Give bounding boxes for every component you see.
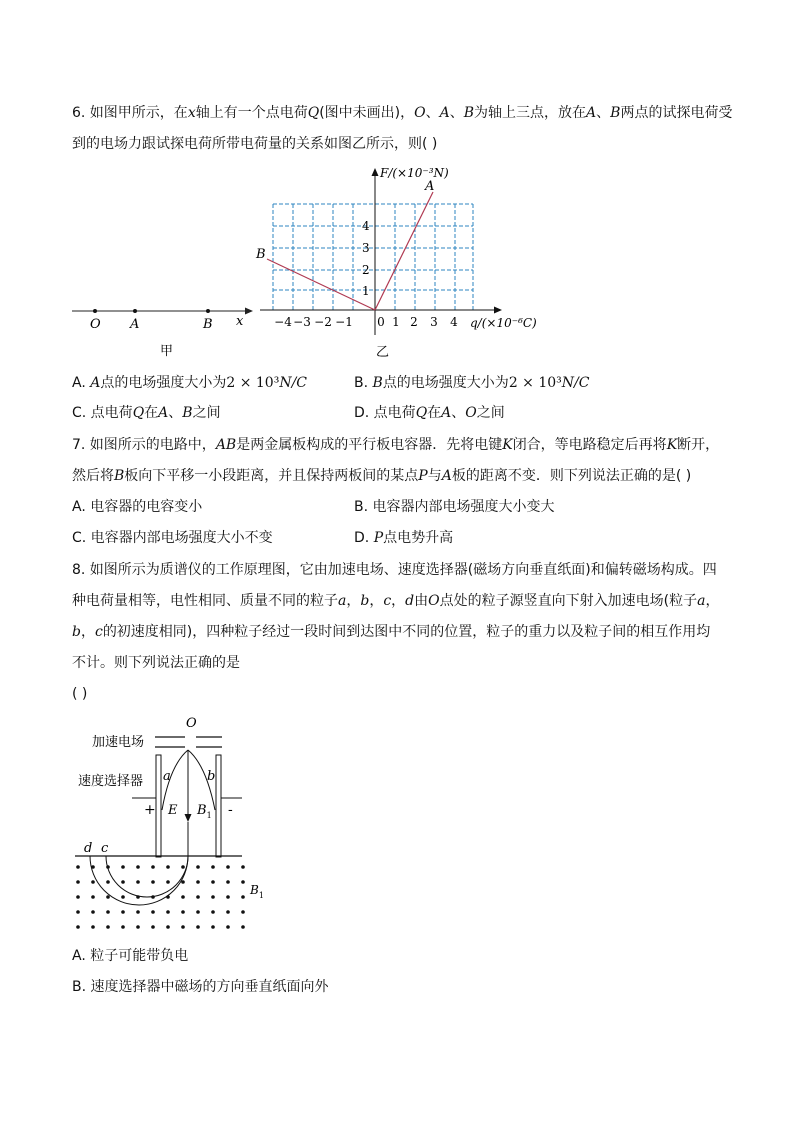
field-dot xyxy=(76,865,80,869)
field-dot xyxy=(196,925,200,929)
plate-right xyxy=(216,755,221,857)
field-dot xyxy=(196,865,200,869)
field-dot xyxy=(106,880,110,884)
label-x: x xyxy=(236,314,244,329)
field-dot xyxy=(136,910,140,914)
field-dot xyxy=(196,880,200,884)
label-e: E xyxy=(168,803,178,818)
field-dot xyxy=(76,910,80,914)
field-dot xyxy=(121,925,125,929)
field-dot xyxy=(241,880,245,884)
x-axis-label: q/(×10⁻⁶C) xyxy=(470,316,537,330)
q7-option-d[interactable]: D. P点电势升高 xyxy=(354,530,454,546)
field-dot xyxy=(181,925,185,929)
point-a xyxy=(133,309,137,313)
label-b: b xyxy=(207,769,216,784)
q8-stem-line1: 8. 如图所示为质谱仪的工作原理图，它由加速电场、速度选择器(磁场方向垂直纸面)和偏转磁场构成。四 xyxy=(72,562,717,578)
q7-stem-line1: 7. 如图所示的电路中，AB是两金属板构成的平行板电容器．先将电键K闭合，等电路稳定后再将K断开， xyxy=(72,437,720,453)
field-dot xyxy=(106,925,110,929)
y-axis-label: F/(×10⁻³N) xyxy=(380,166,449,180)
label-c: c xyxy=(101,841,109,856)
x-tick: −1 xyxy=(335,315,353,329)
y-tick: 4 xyxy=(362,219,370,233)
x-tick: −3 xyxy=(293,315,311,329)
x-tick: −4 xyxy=(274,315,292,329)
field-dot xyxy=(181,895,185,899)
field-dot xyxy=(226,910,230,914)
field-dot xyxy=(76,925,80,929)
field-dot xyxy=(166,865,170,869)
x-tick: 2 xyxy=(410,315,418,329)
field-dot xyxy=(136,865,140,869)
field-dot xyxy=(196,910,200,914)
x-tick: 4 xyxy=(450,315,458,329)
label-velocity-selector: 速度选择器 xyxy=(78,774,144,789)
field-dot xyxy=(151,865,155,869)
q7-stem-line2: 然后将B板向下平移一小段距离，并且保持两板间的某点P与A板的距离不变．则下列说法正确的是( ) xyxy=(72,468,692,484)
field-dot xyxy=(121,910,125,914)
field-dot xyxy=(241,865,245,869)
field-dot xyxy=(76,895,80,899)
label-accel-field: 加速电场 xyxy=(92,735,145,750)
field-dot xyxy=(91,910,95,914)
label-a: A xyxy=(130,317,140,332)
field-dot xyxy=(136,880,140,884)
q7-option-b[interactable]: B. 电容器内部电场强度大小变大 xyxy=(354,499,555,515)
caption-jia: 甲 xyxy=(160,344,174,359)
q8-stem-line3: b，c的初速度相同)，四种粒子经过一段时间到达图中不同的位置，粒子的重力以及粒子间的相互作用均 xyxy=(72,624,711,640)
field-dot xyxy=(226,865,230,869)
field-dot xyxy=(121,880,125,884)
q6-stem-line2: 到的电场力跟试探电荷所带电荷量的关系如图乙所示，则( ) xyxy=(72,136,438,152)
q8-option-b[interactable]: B. 速度选择器中磁场的方向垂直纸面向外 xyxy=(72,979,329,995)
line-a xyxy=(375,192,433,310)
field-dot xyxy=(181,865,185,869)
q6-figure-jia xyxy=(70,295,260,365)
x-tick: 3 xyxy=(430,315,438,329)
field-dot xyxy=(166,910,170,914)
minus-sign: - xyxy=(228,802,233,818)
field-dot xyxy=(211,910,215,914)
field-dot xyxy=(241,895,245,899)
y-tick: 1 xyxy=(362,284,370,298)
field-dot xyxy=(151,880,155,884)
field-dot xyxy=(241,925,245,929)
label-b1-field: $B_1$ xyxy=(250,883,264,900)
field-dot xyxy=(91,895,95,899)
y-tick: 3 xyxy=(362,241,370,255)
field-dot xyxy=(76,880,80,884)
field-dot xyxy=(211,880,215,884)
field-dot xyxy=(151,910,155,914)
q6-stem-line1: 6. 如图甲所示，在x轴上有一个点电荷Q(图中未画出)，O、A、B为轴上三点，放在A、B两点的试探电荷受 xyxy=(72,105,733,121)
field-dot xyxy=(166,880,170,884)
field-dot xyxy=(106,910,110,914)
plus-sign: + xyxy=(144,802,156,818)
q6-option-b[interactable]: B. B点的电场强度大小为2 × 10³N/C xyxy=(354,375,590,391)
field-dot xyxy=(91,925,95,929)
field-dot xyxy=(211,895,215,899)
label-o: O xyxy=(90,317,101,332)
label-a: a xyxy=(163,769,171,784)
q8-figure-mass-spectrometer xyxy=(70,710,280,935)
field-dot xyxy=(196,895,200,899)
field-dot xyxy=(151,925,155,929)
field-dot xyxy=(166,925,170,929)
path-c xyxy=(106,822,188,897)
field-dot xyxy=(181,910,185,914)
line-b xyxy=(267,259,375,310)
magnetic-field-dots xyxy=(76,865,245,929)
field-dot xyxy=(91,880,95,884)
q7-option-a[interactable]: A. 电容器的电容变小 xyxy=(72,499,203,515)
q6-option-d[interactable]: D. 点电荷Q在A、O之间 xyxy=(354,405,505,421)
x-tick: 1 xyxy=(392,315,400,329)
label-o: O xyxy=(186,716,197,731)
field-dot xyxy=(241,910,245,914)
q8-stem-line2: 种电荷量相等，电性相同、质量不同的粒子a，b，c，d由O点处的粒子源竖直向下射入加速电场(粒子a， xyxy=(72,593,720,609)
point-o xyxy=(93,309,97,313)
label-b: B xyxy=(203,317,213,332)
caption-yi: 乙 xyxy=(376,345,390,360)
point-b xyxy=(206,309,210,313)
label-d: d xyxy=(84,841,93,856)
q7-option-c[interactable]: C. 电容器内部电场强度大小不变 xyxy=(72,530,273,546)
plate-left xyxy=(156,755,161,857)
q6-figure-yi xyxy=(250,160,550,365)
line-b-label: B xyxy=(256,247,266,262)
field-dot xyxy=(226,880,230,884)
x-tick: 0 xyxy=(377,315,385,329)
q8-answer-blank: ( ) xyxy=(72,686,88,702)
label-b1: $B_1$ xyxy=(197,803,212,820)
field-dot xyxy=(211,865,215,869)
q6-option-c[interactable]: C. 点电荷Q在A、B之间 xyxy=(72,405,221,421)
y-tick: 2 xyxy=(362,263,370,277)
q8-option-a[interactable]: A. 粒子可能带负电 xyxy=(72,948,189,964)
q8-stem-line4: 不计。则下列说法正确的是 xyxy=(72,655,240,671)
field-dot xyxy=(121,865,125,869)
line-a-label: A xyxy=(425,179,435,194)
field-dot xyxy=(136,925,140,929)
field-dot xyxy=(211,925,215,929)
field-dot xyxy=(226,925,230,929)
x-tick: −2 xyxy=(314,315,332,329)
field-dot xyxy=(226,895,230,899)
q6-option-a[interactable]: A. A点的电场强度大小为2 × 10³N/C xyxy=(72,375,308,391)
field-dot xyxy=(106,895,110,899)
field-dot xyxy=(121,895,125,899)
